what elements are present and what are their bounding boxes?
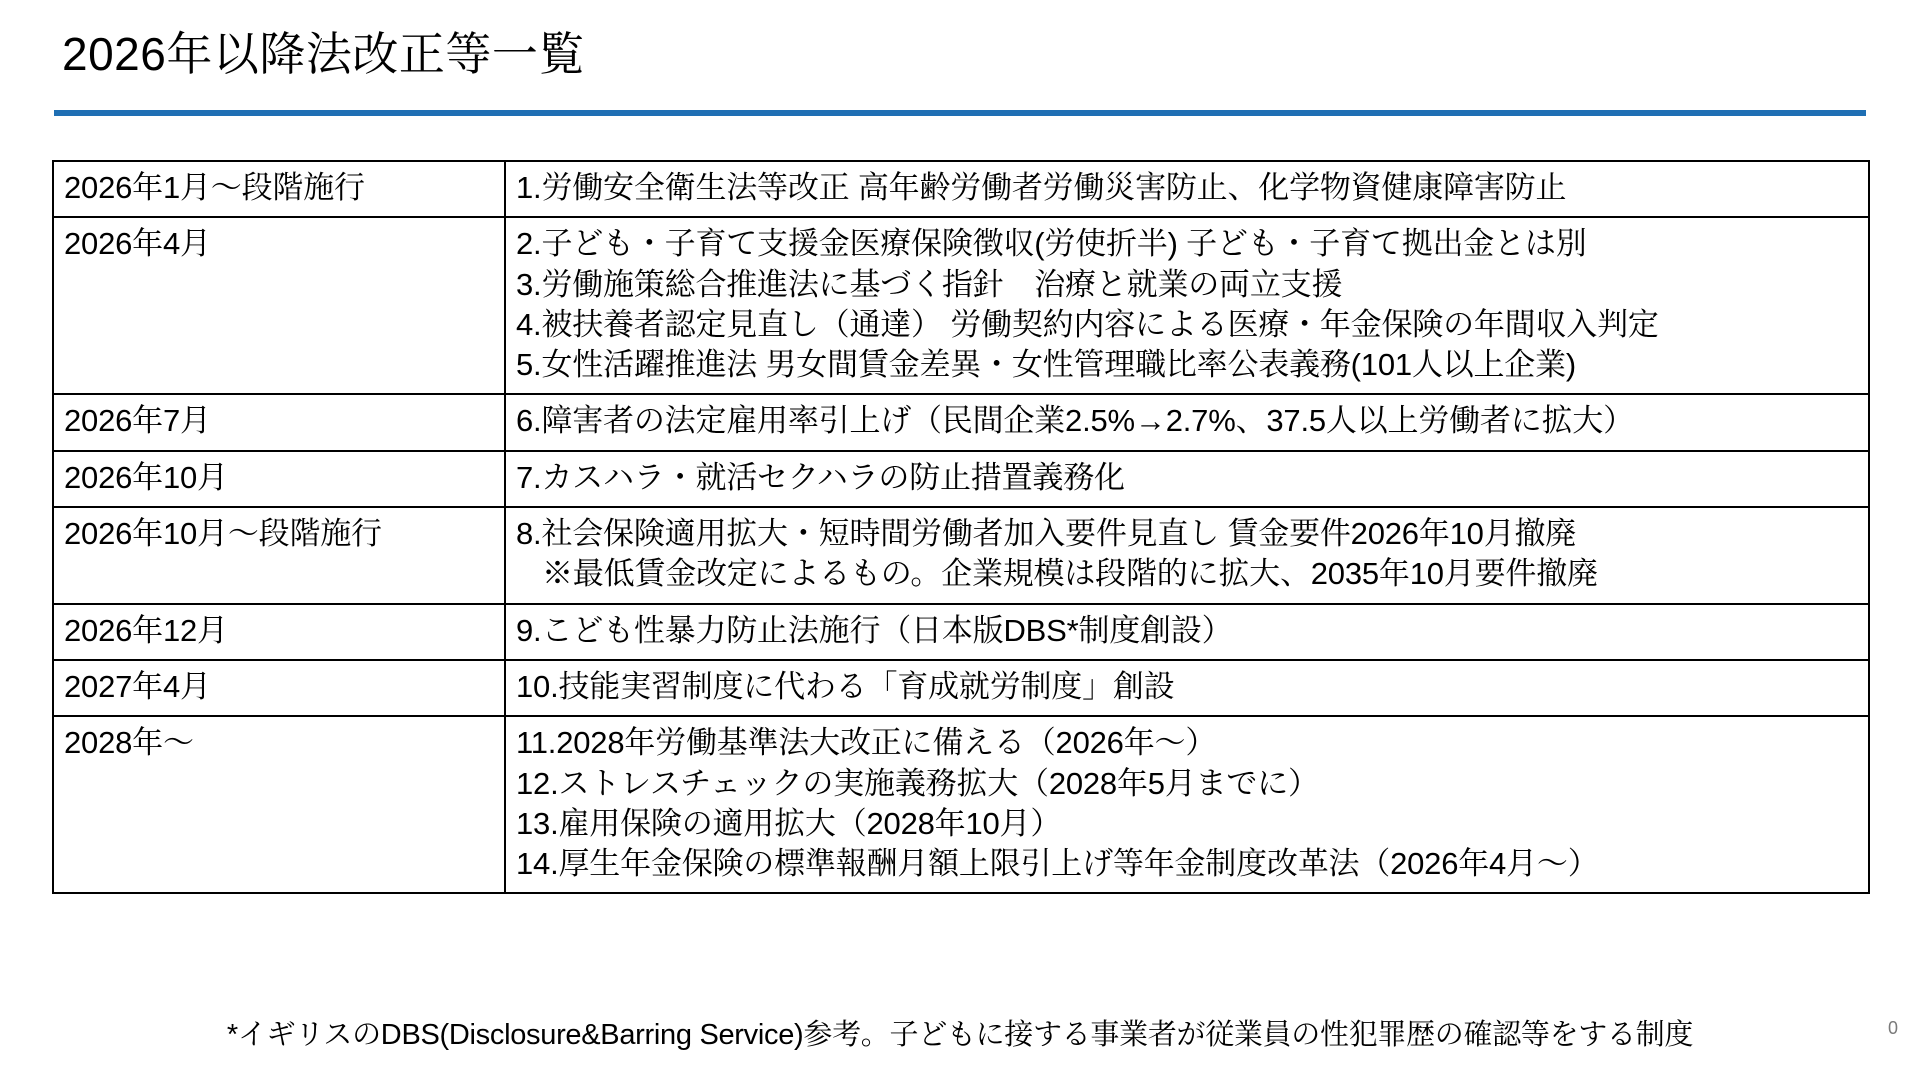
- detail-cell: [505, 716, 1869, 893]
- detail-cell: [505, 507, 1869, 604]
- detail-cell: [505, 217, 1869, 394]
- footnote: *イギリスのDBS(Disclosure&Barring Service)参考。子どもに接する事業者が従業員の性犯罪歴の確認等をする制度: [226, 1019, 1694, 1051]
- period-cell: 2026年7月: [53, 394, 505, 450]
- table-row: [53, 217, 1869, 394]
- period-cell: 2026年10月: [53, 451, 505, 507]
- detail-line: ※最低賃金改定によるもの。企業規模は段階的に拡大、2035年10月要件撤廃: [542, 556, 1598, 592]
- period-cell: 2026年12月: [53, 604, 505, 660]
- table-row: [53, 604, 1869, 660]
- detail-line: 9.こども性暴力防止法施行（日本版DBS*制度創設）: [516, 612, 1233, 648]
- detail-cell: [505, 451, 1869, 507]
- detail-line: 6.障害者の法定雇用率引上げ（民間企業2.5%→2.7%、37.5人以上労働者に拡大）: [516, 403, 1634, 439]
- page-title: 2026年以降法改正等一覧: [62, 28, 585, 80]
- period-cell: 2026年1月〜段階施行: [53, 161, 505, 217]
- detail-line: 12.ストレスチェックの実施義務拡大（2028年5月までに）: [516, 765, 1319, 801]
- detail-line: 13.雇用保険の適用拡大（2028年10月）: [516, 805, 1062, 841]
- table-row: [53, 394, 1869, 450]
- period-cell: 2026年10月〜段階施行: [53, 507, 505, 604]
- detail-line: 4.被扶養者認定見直し（通達） 労働契約内容による医療・年金保険の年間収入判定: [516, 306, 1659, 342]
- detail-cell: [505, 604, 1869, 660]
- law-changes-table-wrapper: [52, 160, 1870, 894]
- table-body: [53, 161, 1869, 893]
- detail-cell: [505, 660, 1869, 716]
- detail-line: 11.2028年労働基準法大改正に備える（2026年〜）: [516, 725, 1217, 761]
- detail-line: 14.厚生年金保険の標準報酬月額上限引上げ等年金制度改革法（2026年4月〜）: [516, 846, 1599, 882]
- detail-line: 2.子ども・子育て支援金医療保険徴収(労使折半) 子ども・子育て拠出金とは別: [516, 226, 1587, 262]
- detail-line: 5.女性活躍推進法 男女間賃金差異・女性管理職比率公表義務(101人以上企業): [516, 347, 1577, 383]
- table-row: [53, 451, 1869, 507]
- detail-cell: [505, 394, 1869, 450]
- period-cell: 2026年4月: [53, 217, 505, 394]
- law-changes-table: [52, 160, 1870, 894]
- table-row: [53, 716, 1869, 893]
- detail-line: 3.労働施策総合推進法に基づく指針 治療と就業の両立支援: [516, 266, 1343, 302]
- detail-line: 8.社会保険適用拡大・短時間労働者加入要件見直し 賃金要件2026年10月撤廃: [516, 516, 1577, 552]
- table-row: [53, 161, 1869, 217]
- period-cell: 2027年4月: [53, 660, 505, 716]
- detail-line: 1.労働安全衛生法等改正 高年齢労働者労働災害防止、化学物資健康障害防止: [516, 170, 1567, 205]
- page-number: 0: [1887, 1018, 1898, 1038]
- title-divider: [54, 110, 1866, 116]
- table-row: [53, 660, 1869, 716]
- detail-line: 7.カスハラ・就活セクハラの防止措置義務化: [516, 459, 1125, 495]
- detail-cell: [505, 161, 1869, 217]
- detail-line: 10.技能実習制度に代わる「育成就労制度」創設: [516, 668, 1175, 704]
- table-row: [53, 507, 1869, 604]
- period-cell: 2028年〜: [53, 716, 505, 893]
